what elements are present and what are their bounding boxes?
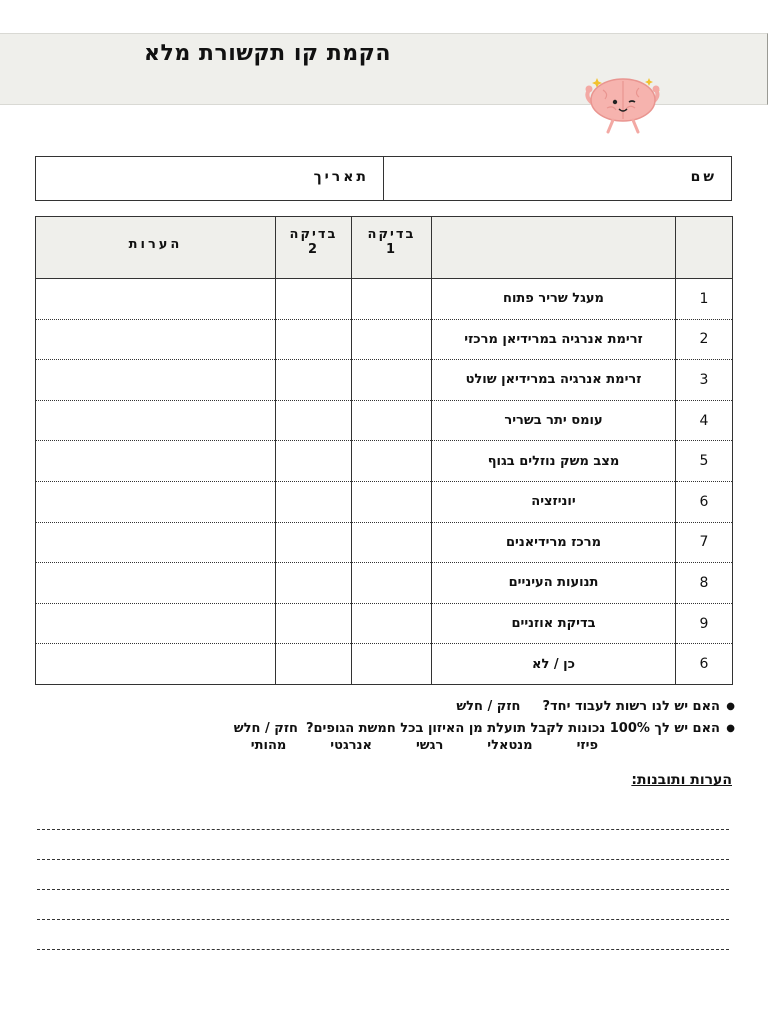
row-item: מצב משק נוזלים בגוף [432, 441, 676, 482]
question-item [80, 718, 735, 740]
test-1-cell[interactable] [352, 603, 432, 644]
test-2-cell[interactable] [276, 441, 352, 482]
body-option[interactable]: מהותי [250, 738, 287, 753]
test-2-cell[interactable] [276, 644, 352, 685]
question-answer-options[interactable]: חזק / חלש [233, 721, 298, 736]
row-item: יוניזציה [432, 481, 676, 522]
question-answer-options[interactable]: חזק / חלש [456, 699, 521, 714]
header-test-1-label: בדיקה [367, 227, 416, 242]
test-1-cell[interactable] [352, 400, 432, 441]
test-2-cell[interactable] [276, 279, 352, 320]
test-2-cell[interactable] [276, 603, 352, 644]
question-text: האם יש לך 100% נכונות לקבל תועלת מן האיזון בכל חמשת הגופים? [305, 721, 720, 736]
notes-cell[interactable] [36, 644, 276, 685]
question-item [80, 696, 735, 718]
row-item: מעגל שריר פתוח [432, 279, 676, 320]
question-text: האם יש לנו רשות לעבוד יחד? [542, 699, 720, 714]
test-1-cell[interactable] [352, 279, 432, 320]
brain-mascot-icon [577, 72, 669, 136]
notes-cell[interactable] [36, 481, 276, 522]
body-option[interactable]: אנרגטי [330, 738, 372, 753]
date-field[interactable] [36, 157, 383, 200]
row-number: 3 [676, 360, 733, 401]
row-number: 7 [676, 522, 733, 563]
row-number: 9 [676, 603, 733, 644]
table-row [36, 522, 733, 563]
row-item: זרימת אנרגיה במרידיאן שולט [432, 360, 676, 401]
bodies-list [80, 738, 598, 753]
notes-line[interactable] [37, 949, 729, 950]
row-item: זרימת אנרגיה במרידיאן מרכזי [432, 319, 676, 360]
table-row [36, 441, 733, 482]
table-row [36, 319, 733, 360]
table-row [36, 481, 733, 522]
name-field[interactable] [383, 157, 731, 200]
table-row [36, 644, 733, 685]
test-1-cell[interactable] [352, 644, 432, 685]
notes-line[interactable] [37, 889, 729, 890]
notes-cell[interactable] [36, 400, 276, 441]
page-header [0, 33, 768, 105]
bullet-icon: ● [726, 723, 735, 734]
page-title: הקמת קו תקשורת מלא [144, 41, 391, 66]
row-number: 6 [676, 644, 733, 685]
test-1-cell[interactable] [352, 522, 432, 563]
notes-cell[interactable] [36, 563, 276, 604]
row-number: 1 [676, 279, 733, 320]
test-1-cell[interactable] [352, 563, 432, 604]
row-number: 2 [676, 319, 733, 360]
row-number: 8 [676, 563, 733, 604]
header-notes: הערות [36, 217, 276, 279]
header-test-2-number: 2 [307, 242, 320, 257]
table-row [36, 279, 733, 320]
notes-line[interactable] [37, 859, 729, 860]
test-2-cell[interactable] [276, 563, 352, 604]
body-option[interactable]: פיזי [576, 738, 598, 753]
row-item: מרכז מרידיאנים [432, 522, 676, 563]
test-1-cell[interactable] [352, 441, 432, 482]
notes-cell[interactable] [36, 319, 276, 360]
row-item: כן / לא [432, 644, 676, 685]
test-2-cell[interactable] [276, 319, 352, 360]
notes-cell[interactable] [36, 441, 276, 482]
notes-cell[interactable] [36, 522, 276, 563]
table-row [36, 603, 733, 644]
header-test-1-number: 1 [385, 242, 398, 257]
header-test-2-label: בדיקה [289, 227, 338, 242]
test-1-cell[interactable] [352, 319, 432, 360]
date-label: תאריך [313, 169, 369, 185]
notes-cell[interactable] [36, 360, 276, 401]
name-date-box [35, 156, 732, 201]
header-test-2 [276, 217, 352, 279]
test-2-cell[interactable] [276, 400, 352, 441]
bullet-icon: ● [726, 701, 735, 712]
name-label: שם [690, 169, 717, 185]
test-2-cell[interactable] [276, 522, 352, 563]
body-option[interactable]: רגשי [415, 738, 444, 753]
table-row [36, 360, 733, 401]
row-item: בדיקת אוזניים [432, 603, 676, 644]
table-header-row [36, 217, 733, 279]
row-number: 6 [676, 481, 733, 522]
test-1-cell[interactable] [352, 481, 432, 522]
checks-table [35, 216, 733, 685]
header-number [676, 217, 733, 279]
row-item: תנועות העיניים [432, 563, 676, 604]
row-item: עומס יתר בשריר [432, 400, 676, 441]
row-number: 5 [676, 441, 733, 482]
notes-line[interactable] [37, 919, 729, 920]
test-1-cell[interactable] [352, 360, 432, 401]
notes-cell[interactable] [36, 279, 276, 320]
row-number: 4 [676, 400, 733, 441]
notes-title: הערות ותובנות: [631, 772, 732, 788]
header-test-1 [352, 217, 432, 279]
questions-section [80, 696, 735, 753]
notes-line[interactable] [37, 829, 729, 830]
body-option[interactable]: מנטאלי [487, 738, 533, 753]
table-row [36, 400, 733, 441]
notes-cell[interactable] [36, 603, 276, 644]
test-2-cell[interactable] [276, 481, 352, 522]
test-2-cell[interactable] [276, 360, 352, 401]
header-item [432, 217, 676, 279]
table-row [36, 563, 733, 604]
